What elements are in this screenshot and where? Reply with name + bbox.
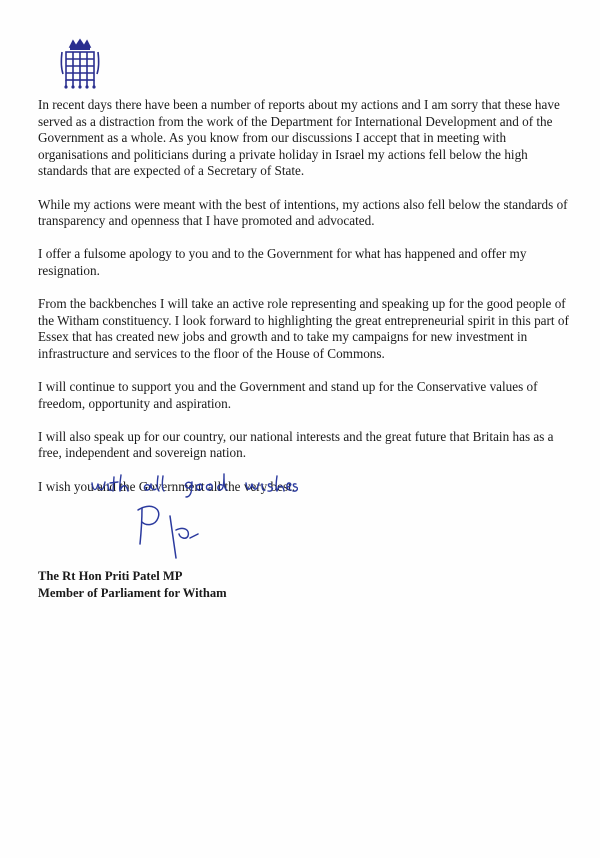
signatory-block bbox=[38, 568, 227, 601]
paragraph-standards: While my actions were meant with the best of intentions, my actions also fell below the standards of transparency and openness that I have promoted and advocated. bbox=[38, 196, 568, 229]
paragraph-support: I will continue to support you and the Government and stand up for the Conservative values of freedom, opportunity and aspiration. bbox=[38, 379, 538, 411]
paragraph-country: I will also speak up for our country, our national interests and the great future that Britain has as a free, independent and sovereign nation. bbox=[38, 428, 554, 461]
paragraph-apology-context: In recent days there have been a number of reports about my actions and I am sorry that these have served as a distraction from the work of the Department for International Development and of the Government as a whole. As you know from our discussions I accept that in meeting with organisations and politicians during a private holiday in Israel my actions fell below the high standards that are expected of a Secretary of State. bbox=[38, 97, 560, 179]
handwritten-signature bbox=[132, 500, 212, 562]
signatory-title: Member of Parliament for Witham bbox=[38, 585, 227, 600]
signatory-name: The Rt Hon Priti Patel MP bbox=[38, 569, 183, 583]
paragraph-best-wishes: I wish you and the Government all the very best. bbox=[38, 478, 296, 494]
paragraph-backbenches: From the backbenches I will take an active role representing and speaking up for the good people of the Witham constituency. I look forward to highlighting the great entrepreneurial spirit in this part of Essex that has created new jobs and growth and to take my campaigns for new investment in infrastructure and services to the floor of the House of Commons. bbox=[38, 296, 569, 361]
paragraph-resignation: I offer a fulsome apology to you and to the Government for what has happened and offer my resignation. bbox=[38, 246, 527, 278]
handwritten-note bbox=[88, 471, 298, 499]
letter-body bbox=[38, 97, 578, 512]
portcullis-crest-icon bbox=[57, 38, 103, 90]
